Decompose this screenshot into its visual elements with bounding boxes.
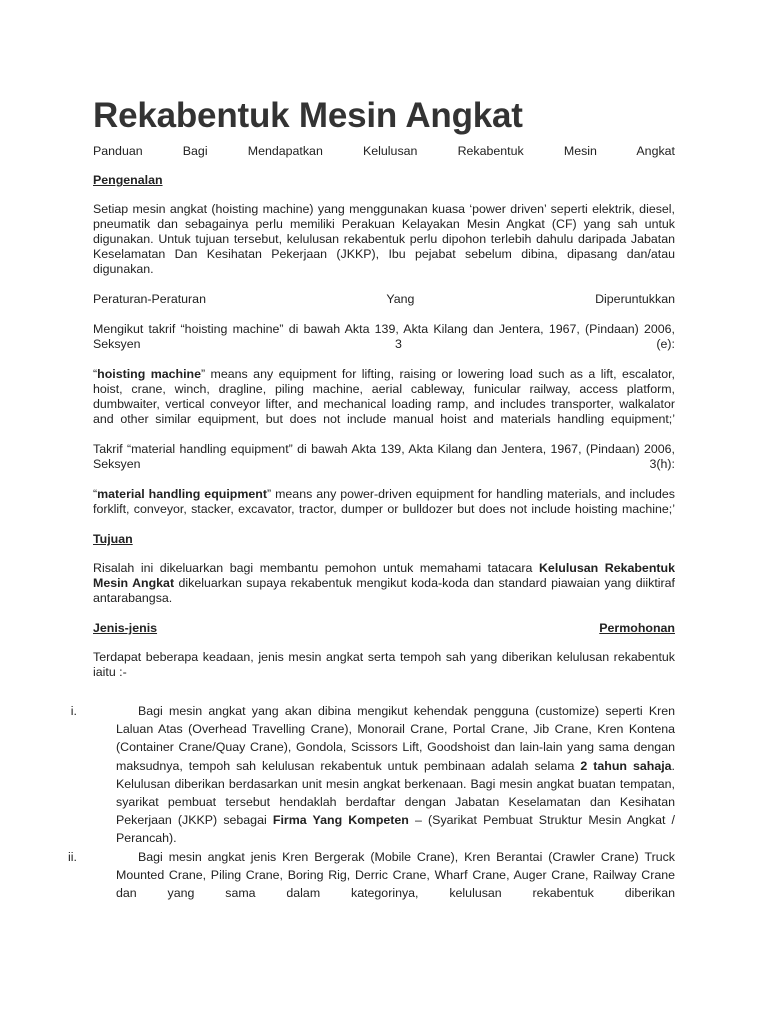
list-item-bold-duration: 2 tahun sahaja xyxy=(580,758,672,773)
paragraph-regulations: Peraturan-Peraturan Yang Diperuntukkan xyxy=(93,292,675,306)
document-title: Rekabentuk Mesin Angkat xyxy=(93,96,523,135)
heading-jenis: Jenis-jenis xyxy=(93,621,158,635)
list-item xyxy=(68,848,675,903)
heading-permohonan: Permohonan xyxy=(599,621,675,635)
list-item-bold-firm: Firma Yang Kompeten xyxy=(272,813,409,828)
list-item-text-a: Bagi mesin angkat yang akan dibina mengikut kehendak pengguna (customize) seperti Kren Laluan Atas (Overhead Travelling Crane), Monorail Crane, Portal Crane, Jib Crane, Kren Kontena (Container Crane/Quay Crane), Gondola, Scissors Lift, Goodshoist dan lain-lain yang sama dengan maksudnya, tempoh sah kelulusan rekabentuk untuk pembinaan adalah selama xyxy=(116,704,675,773)
document-page xyxy=(68,96,676,902)
paragraph-hoisting-definition: “hoisting machine” means any equipment for lifting, raising or lowering load such as a lift, escalator, hoist, crane, winch, dragline, piling machine, aerial cableway, funicular railway, access platform, dumbwaiter, vertical conveyor lifter, and mechanical loading ramp, and includes transporter, walkalator and other similar equipment, but does not include manual hoist and materials handling equipment;’ xyxy=(93,367,675,426)
paragraph-hoisting-definition-intro: Mengikut takrif “hoisting machine” di bawah Akta 139, Akta Kilang dan Jentera, 1967, (Pindaan) 2006, Seksyen 3 (e): xyxy=(93,322,675,351)
paragraph-material-definition: “material handling equipment” means any power-driven equipment for handling materials, and includes forklift, conveyor, stacker, excavator, tractor, dumper or bulldozer but does not include hoisting machine;’ xyxy=(93,487,675,516)
list-item-text-c: – (Syarikat Pembuat Struktur Mesin Angkat / Perancah). xyxy=(116,813,676,846)
heading-pengenalan: Pengenalan xyxy=(93,173,163,187)
heading-tujuan: Tujuan xyxy=(93,532,133,546)
list-item xyxy=(70,702,676,848)
subtitle: Panduan Bagi Mendapatkan Kelulusan Rekabentuk Mesin Angkat xyxy=(93,144,675,158)
paragraph-purpose xyxy=(93,561,675,606)
heading-jenis-permohonan xyxy=(93,621,675,636)
purpose-bold: Kelulusan Rekabentuk Mesin Angkat xyxy=(93,561,675,590)
purpose-text-a: Risalah ini dikeluarkan bagi membantu pemohon untuk memahami tatacara xyxy=(93,561,539,575)
paragraph-intro: Setiap mesin angkat (hoisting machine) yang menggunakan kuasa ‘power driven’ seperti elektrik, diesel, pneumatik dan sebagainya perlu memiliki Perakuan Kelayakan Mesin Angkat (CF) yang sah untuk digunakan. Untuk tujuan tersebut, kelulusan rekabentuk perlu dipohon terlebih dahulu daripada Jabatan Keselamatan Dan Kesihatan Pekerjaan (JKKP), Ibu pejabat sebelum dibina, dipasang dan/atau digunakan. xyxy=(93,202,675,276)
list-item-text: Bagi mesin angkat jenis Kren Bergerak (Mobile Crane), Kren Berantai (Crawler Crane) Truck Mounted Crane, Piling Crane, Boring Rig, Derric Crane, Wharf Crane, Auger Crane, Railway Crane dan yang sama dalam kategorinya, kelulusan rekabentuk diberikan xyxy=(116,849,675,901)
list-marker: ii. xyxy=(68,849,77,864)
list-item-text-b: . Kelulusan diberikan berdasarkan unit mesin angkat berkenaan. Bagi mesin angkat buatan tempatan, syarikat pembuat tersebut hendaklah berdaftar dengan Jabatan Keselamatan dan Kesihatan Pekerjaan (JKKP) sebagai xyxy=(116,758,675,828)
list-marker: i. xyxy=(70,704,77,718)
application-list xyxy=(68,702,676,902)
material-definition-text: ” means any power-driven equipment for handling materials, and includes forklift, conveyor, stacker, excavator, tractor, dumper or bulldozer but does not include hoisting machine;’ xyxy=(93,487,675,516)
term-hoisting-machine: hoisting machine xyxy=(97,367,202,381)
paragraph-application-types: Terdapat beberapa keadaan, jenis mesin angkat serta tempoh sah yang diberikan kelulusan rekabentuk iaitu :- xyxy=(93,650,675,679)
term-material-handling: material handling equipment xyxy=(97,487,267,501)
paragraph-material-definition-intro: Takrif “material handling equipment” di bawah Akta 139, Akta Kilang dan Jentera, 1967, (Pindaan) 2006, Seksyen 3(h): xyxy=(93,442,675,471)
hoisting-definition-text: ” means any equipment for lifting, raising or lowering load such as a lift, escalator, hoist, crane, winch, dragline, piling machine, aerial cableway, funicular railway, access platform, dumbwaiter, vertical conveyor lifter, and mechanical loading ramp, and includes transporter, walkalator and other similar equipment, but does not include manual hoist and materials handling equipment;’ xyxy=(93,367,675,426)
purpose-text-b: dikeluarkan supaya rekabentuk mengikut koda-koda dan standard piawaian yang diiktiraf antarabangsa. xyxy=(93,576,675,605)
